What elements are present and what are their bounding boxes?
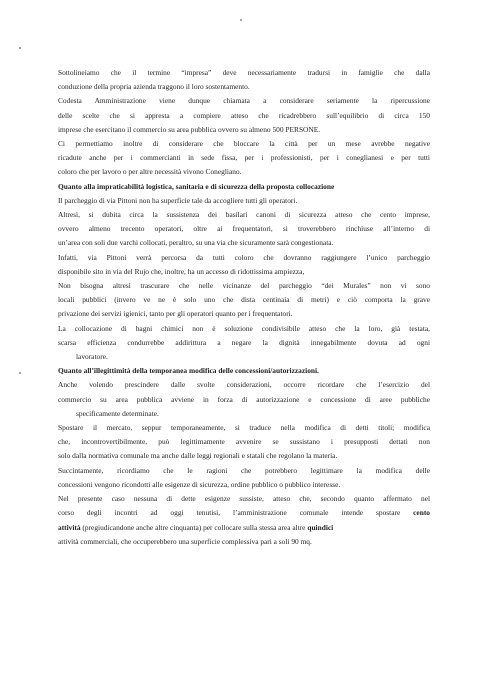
paragraph [58, 492, 430, 549]
section-heading: Quanto alla impraticabilità logistica, sanitaria e di sicurezza della proposta collocazione [58, 181, 335, 191]
text-line: Altresì, si dubita circa la sussistenza dei basilari canoni di sicurezza atteso che cento imprese, [58, 210, 430, 220]
text-line: Non bisogna altresì trascurare che nelle vicinanze del parcheggio “dei Murales” non vi sono [58, 281, 430, 291]
text-line: un’area con soli due varchi collocati, peraltro, su una via che sicuramente sarà congestionata. [58, 238, 334, 248]
text-line: Ci permettiamo inoltre di considerare che bloccare la città per un mese avrebbe negative [58, 139, 430, 149]
text-line: Il parcheggio di via Pittoni non ha superficie tale da accogliere tutti gli operatori. [58, 195, 298, 205]
paragraph [58, 279, 430, 322]
text-line: Spostare il mercato, seppur temporaneamente, si traduce nella modifica di detti titoli; modifica [58, 423, 430, 433]
text-line: scarsa efficienza condurrebbe addirittura a negare la dignità innegabilmente dovuta ad ogni [58, 337, 430, 347]
paragraph [58, 208, 430, 251]
section-heading: Quanto all’illegittimità della temporanea modifica delle concessioni/autorizzazioni. [58, 366, 319, 376]
scan-speck [240, 19, 242, 21]
text-line: commercio su area pubblica avviene in forza di autorizzazione e concessione di aree pubbliche [58, 394, 430, 404]
document-body [58, 66, 430, 549]
text-line: delle scelte che si appresta a compiere atteso che ricadrebbero sull’equilibrio di circa 150 [58, 110, 430, 120]
text-line: Succintamente, ricordiamo che le ragioni che potrebbero legittimare la modifica delle [58, 465, 430, 475]
bold-run: attività [58, 522, 81, 532]
text-line: disponibile sito in via del Rujo che, inoltre, ha un accesso di ridottissima ampiezza, [58, 266, 305, 276]
paragraph [58, 251, 430, 279]
paragraph [58, 421, 430, 464]
text-line [58, 521, 430, 535]
text-line: coloro che per lavoro o per altre necessità vivono Conegliano. [58, 167, 242, 177]
scan-speck [19, 372, 21, 374]
text-line: Codesta Amministrazione viene dunque chiamata a considerare seriamente la ripercussione [58, 96, 430, 106]
text-line: Nel presente caso nessuna di dette esigenze sussiste, atteso che, secondo quanto affermato nel [58, 494, 430, 504]
bold-run: cento [413, 508, 430, 518]
text-line: solo dalla normativa comunale ma anche dalle leggi regionali e statali che regolano la materia. [58, 451, 338, 461]
text-run: (pregiudicandone anche altre cinquanta) per collocare sulla stessa area altre [80, 522, 308, 532]
text-line: locali pubblici (invero ve ne è solo uno che dista centinaia di metri) e ciò comporta la grave [58, 295, 430, 305]
text-line: ricadute anche per i commercianti in sede fissa, per i professionisti, per i coneglianesi e per tutti [58, 153, 430, 163]
text-line: privazione dei servizi igienici, tanto per gli operatori quanto per i frequentatori. [58, 309, 293, 319]
text-line: attività commerciali, che occuperebbero una superficie complessiva pari a soli 90 mq. [58, 536, 312, 546]
paragraph [58, 194, 430, 208]
paragraph [58, 322, 430, 365]
text-line: che, incontrovertibilmente, può legittimamente avvenire se sussistano i presupposti dettati non [58, 437, 430, 447]
text-line: Sottolineiamo che il termine “impresa” deve necessariamente tradursi in famiglie che dalla [58, 68, 430, 77]
paragraph [58, 66, 430, 94]
text-line: La collocazione di bagni chimici non è soluzione condivisibile atteso che la loro, già testata, [58, 323, 430, 333]
text-line: Infatti, via Pittoni verrà percorsa da tutti coloro che dovranno raggiungere l’unico parcheggio [58, 252, 430, 262]
text-line: concessioni vengono ricondotti alle esigenze di sicurezza, ordine pubblico o pubblico interesse. [58, 479, 341, 489]
text-line: ovvero almeno trecento operatori, oltre ai frequentatori, si troverebbero rinchiuse all’interno di [58, 224, 430, 234]
text-line [58, 506, 430, 520]
text-line: conduzione della propria azienda traggono il loro sostentamento. [58, 82, 250, 92]
text-line: lavoratore. [76, 352, 108, 362]
text-run: corso degli incontri ad oggi tenutisi, l’amministrazione comunale intende spostare [58, 508, 401, 518]
text-line: specificamente determinate. [76, 408, 159, 418]
paragraph [58, 137, 430, 180]
paragraph [58, 94, 430, 137]
bold-run: quindici [307, 522, 334, 532]
paragraph [58, 464, 430, 492]
text-line: imprese che esercitano il commercio su area pubblica ovvero su almeno 500 PERSONE. [58, 124, 321, 134]
paragraph [58, 378, 430, 421]
text-line: Anche volendo prescindere dalle svolte considerazioni, occorre ricordare che l’esercizio del [58, 380, 430, 390]
scan-speck [19, 47, 21, 49]
